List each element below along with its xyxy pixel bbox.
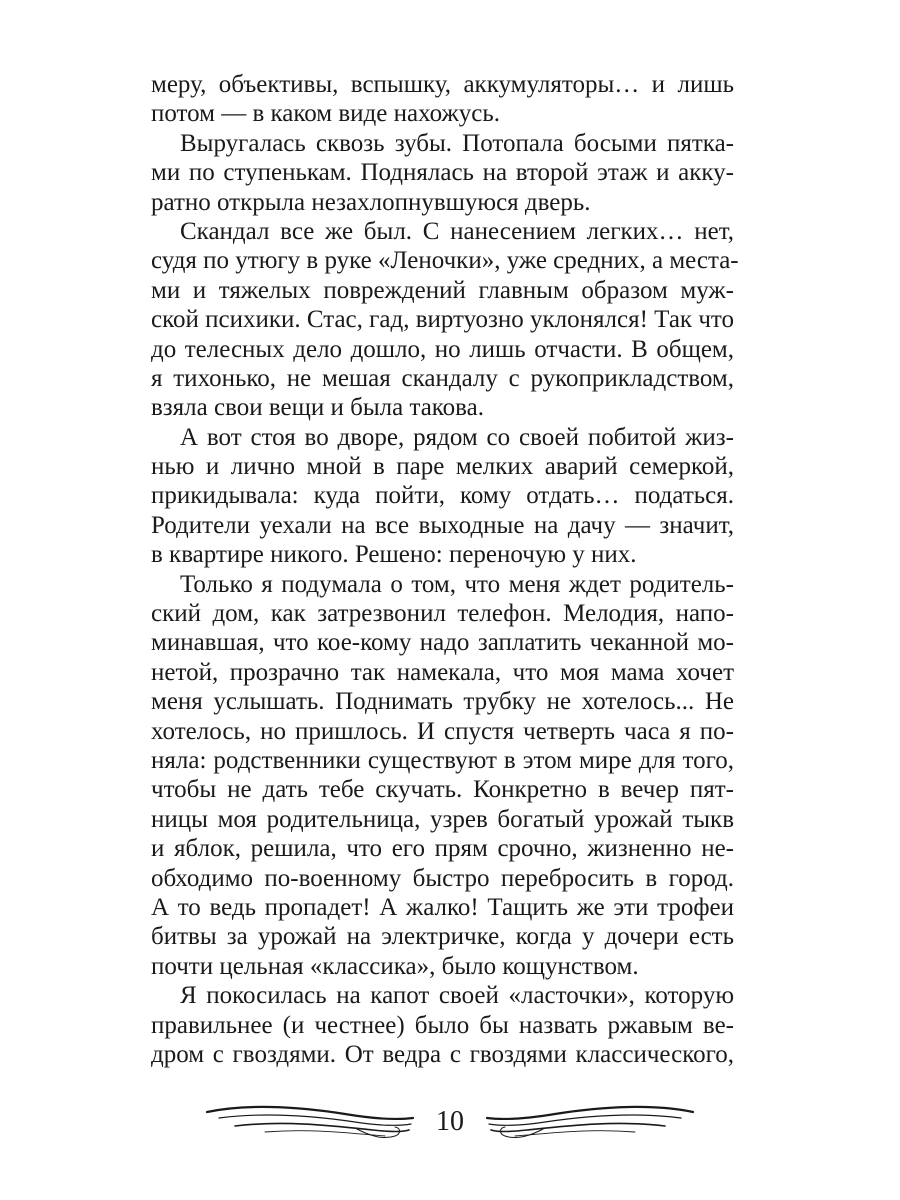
text-line: меру, объективы, вспышку, аккумуляторы… и лишь	[151, 71, 734, 98]
text-line: ской психики. Стас, гад, виртуозно уклонялся! Так что	[151, 306, 734, 334]
text-line: А вот стоя во дворе, рядом со своей побитой жиз-	[180, 423, 734, 451]
text-line: Я покосилась на капот своей «ласточки», которую	[180, 982, 734, 1010]
text-line: няла: родственники существуют в этом мире для того,	[151, 746, 734, 774]
flourish-right-icon	[483, 1100, 695, 1144]
text-line: почти цельная «классика», было кощунством.	[151, 952, 639, 980]
text-line: взяла свои вещи и была такова.	[151, 394, 484, 422]
text-line: судя по утюгу в руке «Леночки», уже средних, а места-	[151, 247, 739, 275]
text-line: ратно открыла незахлопнувшуюся дверь.	[151, 188, 591, 216]
text-line: чтобы не дать тебе скучать. Конкретно в вечер пят-	[151, 776, 734, 804]
text-line: Выругалась сквозь зубы. Потопала босыми пятка-	[180, 129, 734, 157]
text-line: Скандал все же был. С нанесением легких… нет,	[180, 217, 734, 245]
text-line: меня услышать. Поднимать трубку не хотелось... Не	[151, 688, 734, 716]
text-line: ский дом, как затрезвонил телефон. Мелодия, напо-	[151, 600, 734, 628]
text-line: нью и лично мной в паре мелких аварий семеркой,	[151, 453, 734, 481]
text-line: Только я подумала о том, что меня ждет родитель-	[180, 570, 734, 598]
text-line: нетой, прозрачно так намекала, что моя мама хочет	[151, 658, 734, 686]
text-line: прикидывала: куда пойти, кому отдать… податься.	[151, 482, 734, 510]
page-number: 10	[436, 1106, 464, 1137]
book-page-text	[151, 70, 739, 1069]
text-line: правильнее (и честнее) было бы назвать ржавым ве-	[151, 1011, 734, 1039]
text-line: я тихонько, не мешая скандалу с рукоприкладством,	[151, 364, 734, 392]
text-line: ницы моя родительница, узрев богатый урожай тыкв	[151, 805, 734, 833]
text-line: хотелось, но пришлось. И спустя четверть часа я по-	[151, 717, 734, 745]
text-line: в квартире никого. Решено: переночую у них.	[151, 541, 637, 569]
text-line: минавшая, что кое-кому надо заплатить чеканной мо-	[151, 629, 734, 657]
text-line: до телесных дело дошло, но лишь отчасти. В общем,	[151, 335, 734, 363]
text-line: и яблок, решила, что его прям срочно, жизненно не-	[151, 835, 734, 863]
text-line: А то ведь пропадет! А жалко! Тащить же эти трофеи	[151, 893, 734, 921]
text-line: обходимо по-военному быстро перебросить в город.	[151, 864, 734, 892]
text-line: потом — в каком виде нахожусь.	[151, 100, 501, 128]
text-line: дром с гвоздями. От ведра с гвоздями классического,	[151, 1040, 734, 1068]
text-line: ми и тяжелых повреждений главным образом муж-	[151, 276, 734, 304]
flourish-left-icon	[205, 1100, 417, 1144]
text-line: Родители уехали на все выходные на дачу — значит,	[151, 511, 734, 539]
page-footer	[205, 1100, 695, 1150]
text-line: ми по ступенькам. Поднялась на второй этаж и акку-	[151, 159, 734, 187]
text-line: битвы за урожай на электричке, когда у дочери есть	[151, 923, 734, 951]
